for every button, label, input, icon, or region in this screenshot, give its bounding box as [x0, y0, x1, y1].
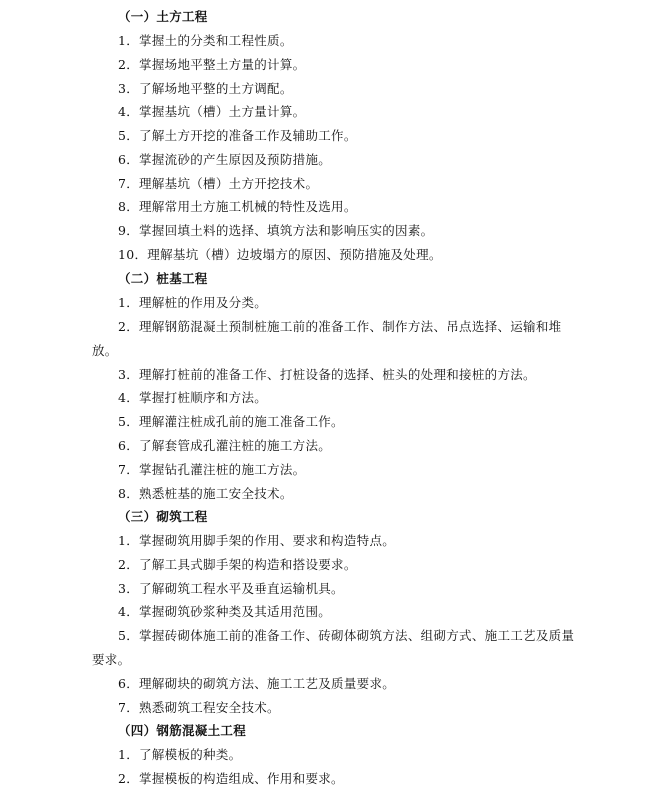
list-item: 9．掌握回填土料的选择、填筑方法和影响压实的因素。	[118, 223, 434, 238]
list-item: 2．了解工具式脚手架的构造和搭设要求。	[118, 557, 357, 572]
section-heading: （三）砌筑工程	[118, 509, 208, 524]
list-item: 7．熟悉砌筑工程安全技术。	[118, 700, 280, 715]
list-item: 8．熟悉桩基的施工安全技术。	[118, 486, 293, 501]
list-item: 6．理解砌块的砌筑方法、施工工艺及质量要求。	[118, 676, 396, 691]
section-heading: （一）土方工程	[118, 9, 208, 24]
section-heading: （二）桩基工程	[118, 271, 208, 286]
list-item: 1．理解桩的作用及分类。	[118, 295, 268, 310]
list-item: 7．理解基坑（槽）土方开挖技术。	[118, 176, 319, 191]
list-item: 3．了解砌筑工程水平及垂直运输机具。	[118, 581, 344, 596]
list-item: 6．了解套管成孔灌注桩的施工方法。	[118, 438, 332, 453]
list-item: 8．理解常用土方施工机械的特性及选用。	[118, 199, 357, 214]
list-item: 10．理解基坑（槽）边坡塌方的原因、预防措施及处理。	[118, 247, 442, 262]
list-item: 2．掌握场地平整土方量的计算。	[118, 57, 306, 72]
list-item: 2．掌握模板的构造组成、作用和要求。	[118, 771, 344, 786]
list-item: 5．理解灌注桩成孔前的施工准备工作。	[118, 414, 344, 429]
list-item: 7．掌握钻孔灌注桩的施工方法。	[118, 462, 306, 477]
list-item: 1．掌握土的分类和工程性质。	[118, 33, 293, 48]
list-item: 3．了解场地平整的土方调配。	[118, 81, 293, 96]
list-item: 2．理解钢筋混凝土预制桩施工前的准备工作、制作方法、吊点选择、运输和堆	[118, 319, 562, 334]
list-item: 1．了解模板的种类。	[118, 747, 242, 762]
list-item: 1．掌握砌筑用脚手架的作用、要求和构造特点。	[118, 533, 396, 548]
list-item-continuation: 放。	[92, 343, 118, 358]
list-item: 5．掌握砖砌体施工前的准备工作、砖砌体砌筑方法、组砌方式、施工工艺及质量	[118, 628, 575, 643]
list-item-continuation: 要求。	[92, 652, 131, 667]
list-item: 4．掌握砌筑砂浆种类及其适用范围。	[118, 604, 332, 619]
list-item: 4．掌握基坑（槽）土方量计算。	[118, 104, 306, 119]
section-heading: （四）钢筋混凝土工程	[118, 723, 247, 738]
list-item: 4．掌握打桩顺序和方法。	[118, 390, 268, 405]
list-item: 5．了解土方开挖的准备工作及辅助工作。	[118, 128, 357, 143]
list-item: 6．掌握流砂的产生原因及预防措施。	[118, 152, 332, 167]
list-item: 3．理解打桩前的准备工作、打桩设备的选择、桩头的处理和接桩的方法。	[118, 367, 536, 382]
